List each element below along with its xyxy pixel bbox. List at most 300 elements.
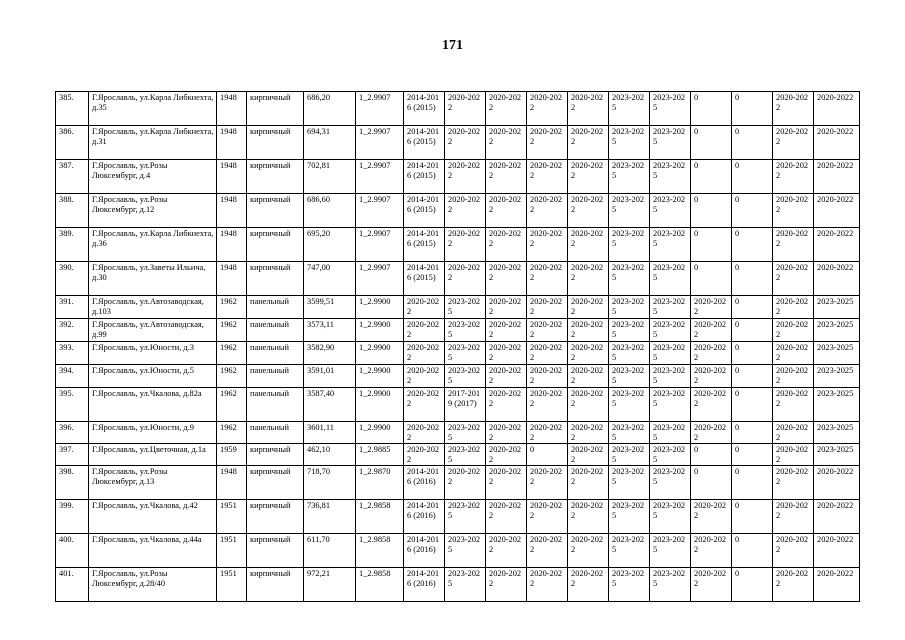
build-year-cell: 1948 xyxy=(217,228,247,262)
code-cell: 1_2.9900 xyxy=(356,365,404,388)
area-cell: 702,81 xyxy=(304,160,356,194)
period-7-cell: 2023-2025 xyxy=(650,365,691,388)
area-cell: 611,70 xyxy=(304,534,356,568)
address-cell: Г.Ярославль, ул.Розы Люксембург, д.13 xyxy=(89,466,217,500)
period-2-cell: 2020-2022 xyxy=(445,262,486,296)
wall-material-cell: кирпичный xyxy=(247,262,304,296)
period-8-cell: 2020-2022 xyxy=(691,500,732,534)
area-cell: 3601,11 xyxy=(304,422,356,444)
address-cell: Г.Ярославль, ул.Автозаводская, д.103 xyxy=(89,296,217,319)
period-1-cell: 2020-2022 xyxy=(404,319,445,342)
table-row xyxy=(56,466,860,500)
period-9-cell: 0 xyxy=(732,534,773,568)
address-cell: Г.Ярославль, ул.Карла Либкнехта, д.36 xyxy=(89,228,217,262)
wall-material-cell: кирпичный xyxy=(247,534,304,568)
period-11-cell: 2023-2025 xyxy=(814,319,860,342)
period-1-cell: 2014-2016 (2015) xyxy=(404,228,445,262)
period-5-cell: 2020-2022 xyxy=(568,365,609,388)
period-10-cell: 2020-2022 xyxy=(773,194,814,228)
table-row xyxy=(56,319,860,342)
period-5-cell: 2020-2022 xyxy=(568,500,609,534)
period-9-cell: 0 xyxy=(732,319,773,342)
build-year-cell: 1948 xyxy=(217,92,247,126)
period-4-cell: 2020-2022 xyxy=(527,500,568,534)
period-6-cell: 2023-2025 xyxy=(609,342,650,365)
row-number-cell: 390. xyxy=(56,262,89,296)
period-3-cell: 2020-2022 xyxy=(486,160,527,194)
period-4-cell: 2020-2022 xyxy=(527,296,568,319)
area-cell: 694,31 xyxy=(304,126,356,160)
table-row xyxy=(56,126,860,160)
table-row xyxy=(56,194,860,228)
address-cell: Г.Ярославль, ул.Чкалова, д.44а xyxy=(89,534,217,568)
row-number-cell: 396. xyxy=(56,422,89,444)
code-cell: 1_2.9870 xyxy=(356,466,404,500)
period-4-cell: 2020-2022 xyxy=(527,388,568,422)
period-5-cell: 2020-2022 xyxy=(568,262,609,296)
period-2-cell: 2017-2019 (2017) xyxy=(445,388,486,422)
row-number-cell: 401. xyxy=(56,568,89,602)
row-number-cell: 400. xyxy=(56,534,89,568)
period-7-cell: 2023-2025 xyxy=(650,194,691,228)
period-6-cell: 2023-2025 xyxy=(609,160,650,194)
table-row xyxy=(56,160,860,194)
period-11-cell: 2020-2022 xyxy=(814,92,860,126)
area-cell: 462,10 xyxy=(304,444,356,466)
table-row xyxy=(56,422,860,444)
area-cell: 686,60 xyxy=(304,194,356,228)
period-8-cell: 2020-2022 xyxy=(691,568,732,602)
period-6-cell: 2023-2025 xyxy=(609,296,650,319)
period-10-cell: 2020-2022 xyxy=(773,444,814,466)
period-4-cell: 2020-2022 xyxy=(527,319,568,342)
period-4-cell: 2020-2022 xyxy=(527,342,568,365)
period-6-cell: 2023-2025 xyxy=(609,126,650,160)
period-10-cell: 2020-2022 xyxy=(773,296,814,319)
period-1-cell: 2020-2022 xyxy=(404,296,445,319)
period-5-cell: 2020-2022 xyxy=(568,388,609,422)
period-4-cell: 2020-2022 xyxy=(527,126,568,160)
period-2-cell: 2023-2025 xyxy=(445,342,486,365)
wall-material-cell: панельный xyxy=(247,296,304,319)
address-cell: Г.Ярославль, ул.Цветочная, д.1а xyxy=(89,444,217,466)
period-5-cell: 2020-2022 xyxy=(568,92,609,126)
build-year-cell: 1962 xyxy=(217,365,247,388)
row-number-cell: 397. xyxy=(56,444,89,466)
period-11-cell: 2020-2022 xyxy=(814,534,860,568)
period-8-cell: 0 xyxy=(691,194,732,228)
address-cell: Г.Ярославль, ул.Чкалова, д.42 xyxy=(89,500,217,534)
code-cell: 1_2.9900 xyxy=(356,422,404,444)
row-number-cell: 398. xyxy=(56,466,89,500)
period-8-cell: 0 xyxy=(691,126,732,160)
table-row xyxy=(56,500,860,534)
period-1-cell: 2014-2016 (2015) xyxy=(404,262,445,296)
period-11-cell: 2020-2022 xyxy=(814,568,860,602)
period-10-cell: 2020-2022 xyxy=(773,262,814,296)
period-11-cell: 2023-2025 xyxy=(814,342,860,365)
period-6-cell: 2023-2025 xyxy=(609,365,650,388)
period-7-cell: 2023-2025 xyxy=(650,342,691,365)
address-cell: Г.Ярославль, ул.Чкалова, д.82а xyxy=(89,388,217,422)
build-year-cell: 1962 xyxy=(217,296,247,319)
period-10-cell: 2020-2022 xyxy=(773,534,814,568)
period-9-cell: 0 xyxy=(732,365,773,388)
build-year-cell: 1948 xyxy=(217,262,247,296)
wall-material-cell: кирпичный xyxy=(247,92,304,126)
period-3-cell: 2020-2022 xyxy=(486,319,527,342)
area-cell: 3582,90 xyxy=(304,342,356,365)
period-7-cell: 2023-2025 xyxy=(650,228,691,262)
period-2-cell: 2020-2022 xyxy=(445,228,486,262)
period-3-cell: 2020-2022 xyxy=(486,534,527,568)
wall-material-cell: панельный xyxy=(247,422,304,444)
period-7-cell: 2023-2025 xyxy=(650,262,691,296)
wall-material-cell: панельный xyxy=(247,365,304,388)
code-cell: 1_2.9858 xyxy=(356,534,404,568)
period-8-cell: 2020-2022 xyxy=(691,342,732,365)
period-8-cell: 2020-2022 xyxy=(691,388,732,422)
period-8-cell: 0 xyxy=(691,466,732,500)
period-7-cell: 2023-2025 xyxy=(650,319,691,342)
period-1-cell: 2014-2016 (2015) xyxy=(404,92,445,126)
period-9-cell: 0 xyxy=(732,466,773,500)
row-number-cell: 395. xyxy=(56,388,89,422)
period-5-cell: 2020-2022 xyxy=(568,160,609,194)
period-8-cell: 0 xyxy=(691,262,732,296)
period-7-cell: 2023-2025 xyxy=(650,466,691,500)
area-cell: 686,20 xyxy=(304,92,356,126)
code-cell: 1_2.9907 xyxy=(356,92,404,126)
area-cell: 972,21 xyxy=(304,568,356,602)
period-3-cell: 2020-2022 xyxy=(486,262,527,296)
table-row xyxy=(56,568,860,602)
address-cell: Г.Ярославль, ул.Карла Либкнехта, д.35 xyxy=(89,92,217,126)
period-2-cell: 2023-2025 xyxy=(445,422,486,444)
period-2-cell: 2023-2025 xyxy=(445,500,486,534)
address-cell: Г.Ярославль, ул.Карла Либкнехта, д.31 xyxy=(89,126,217,160)
area-cell: 718,70 xyxy=(304,466,356,500)
period-2-cell: 2020-2022 xyxy=(445,194,486,228)
period-9-cell: 0 xyxy=(732,568,773,602)
build-year-cell: 1948 xyxy=(217,126,247,160)
table-row xyxy=(56,262,860,296)
code-cell: 1_2.9907 xyxy=(356,228,404,262)
build-year-cell: 1959 xyxy=(217,444,247,466)
period-9-cell: 0 xyxy=(732,92,773,126)
period-11-cell: 2020-2022 xyxy=(814,160,860,194)
period-4-cell: 2020-2022 xyxy=(527,262,568,296)
period-3-cell: 2020-2022 xyxy=(486,228,527,262)
table-row xyxy=(56,342,860,365)
period-9-cell: 0 xyxy=(732,228,773,262)
period-6-cell: 2023-2025 xyxy=(609,92,650,126)
period-9-cell: 0 xyxy=(732,262,773,296)
period-11-cell: 2023-2025 xyxy=(814,296,860,319)
period-8-cell: 2020-2022 xyxy=(691,534,732,568)
period-5-cell: 2020-2022 xyxy=(568,444,609,466)
period-4-cell: 2020-2022 xyxy=(527,160,568,194)
build-year-cell: 1962 xyxy=(217,388,247,422)
period-10-cell: 2020-2022 xyxy=(773,466,814,500)
code-cell: 1_2.9900 xyxy=(356,319,404,342)
period-11-cell: 2020-2022 xyxy=(814,500,860,534)
code-cell: 1_2.9907 xyxy=(356,126,404,160)
table-row xyxy=(56,92,860,126)
period-1-cell: 2020-2022 xyxy=(404,422,445,444)
period-1-cell: 2020-2022 xyxy=(404,365,445,388)
period-6-cell: 2023-2025 xyxy=(609,228,650,262)
period-2-cell: 2023-2025 xyxy=(445,296,486,319)
period-9-cell: 0 xyxy=(732,160,773,194)
period-10-cell: 2020-2022 xyxy=(773,422,814,444)
period-4-cell: 2020-2022 xyxy=(527,568,568,602)
period-2-cell: 2020-2022 xyxy=(445,160,486,194)
table-row xyxy=(56,365,860,388)
area-cell: 695,20 xyxy=(304,228,356,262)
period-11-cell: 2023-2025 xyxy=(814,388,860,422)
address-cell: Г.Ярославль, ул.Автозаводская, д.99 xyxy=(89,319,217,342)
period-8-cell: 0 xyxy=(691,160,732,194)
wall-material-cell: кирпичный xyxy=(247,444,304,466)
period-2-cell: 2023-2025 xyxy=(445,534,486,568)
period-3-cell: 2020-2022 xyxy=(486,388,527,422)
period-6-cell: 2023-2025 xyxy=(609,466,650,500)
period-6-cell: 2023-2025 xyxy=(609,500,650,534)
period-1-cell: 2014-2016 (2016) xyxy=(404,500,445,534)
period-2-cell: 2023-2025 xyxy=(445,319,486,342)
period-7-cell: 2023-2025 xyxy=(650,92,691,126)
code-cell: 1_2.9907 xyxy=(356,160,404,194)
period-2-cell: 2020-2022 xyxy=(445,466,486,500)
period-8-cell: 2020-2022 xyxy=(691,365,732,388)
build-year-cell: 1951 xyxy=(217,568,247,602)
period-11-cell: 2023-2025 xyxy=(814,422,860,444)
period-6-cell: 2023-2025 xyxy=(609,568,650,602)
period-11-cell: 2020-2022 xyxy=(814,466,860,500)
period-1-cell: 2020-2022 xyxy=(404,388,445,422)
address-cell: Г.Ярославль, ул.Юности, д.5 xyxy=(89,365,217,388)
period-5-cell: 2020-2022 xyxy=(568,126,609,160)
period-10-cell: 2020-2022 xyxy=(773,228,814,262)
code-cell: 1_2.9907 xyxy=(356,262,404,296)
code-cell: 1_2.9907 xyxy=(356,194,404,228)
wall-material-cell: кирпичный xyxy=(247,160,304,194)
period-4-cell: 2020-2022 xyxy=(527,466,568,500)
build-year-cell: 1948 xyxy=(217,160,247,194)
period-10-cell: 2020-2022 xyxy=(773,365,814,388)
period-6-cell: 2023-2025 xyxy=(609,319,650,342)
period-9-cell: 0 xyxy=(732,126,773,160)
wall-material-cell: панельный xyxy=(247,319,304,342)
table-row xyxy=(56,534,860,568)
period-4-cell: 2020-2022 xyxy=(527,194,568,228)
period-10-cell: 2020-2022 xyxy=(773,500,814,534)
period-11-cell: 2020-2022 xyxy=(814,126,860,160)
period-2-cell: 2023-2025 xyxy=(445,568,486,602)
code-cell: 1_2.9885 xyxy=(356,444,404,466)
period-5-cell: 2020-2022 xyxy=(568,228,609,262)
period-11-cell: 2020-2022 xyxy=(814,262,860,296)
period-10-cell: 2020-2022 xyxy=(773,319,814,342)
period-2-cell: 2020-2022 xyxy=(445,126,486,160)
code-cell: 1_2.9900 xyxy=(356,342,404,365)
row-number-cell: 394. xyxy=(56,365,89,388)
row-number-cell: 388. xyxy=(56,194,89,228)
period-11-cell: 2020-2022 xyxy=(814,228,860,262)
period-4-cell: 2020-2022 xyxy=(527,228,568,262)
table-row xyxy=(56,388,860,422)
row-number-cell: 392. xyxy=(56,319,89,342)
wall-material-cell: кирпичный xyxy=(247,568,304,602)
address-cell: Г.Ярославль, ул.Розы Люксембург, д.28/40 xyxy=(89,568,217,602)
housing-table xyxy=(55,91,860,602)
row-number-cell: 387. xyxy=(56,160,89,194)
period-6-cell: 2023-2025 xyxy=(609,534,650,568)
wall-material-cell: кирпичный xyxy=(247,466,304,500)
period-3-cell: 2020-2022 xyxy=(486,422,527,444)
period-5-cell: 2020-2022 xyxy=(568,194,609,228)
period-7-cell: 2023-2025 xyxy=(650,388,691,422)
period-1-cell: 2020-2022 xyxy=(404,342,445,365)
period-5-cell: 2020-2022 xyxy=(568,534,609,568)
period-7-cell: 2023-2025 xyxy=(650,160,691,194)
period-5-cell: 2020-2022 xyxy=(568,342,609,365)
period-9-cell: 0 xyxy=(732,444,773,466)
period-9-cell: 0 xyxy=(732,500,773,534)
address-cell: Г.Ярославль, ул.Юности, д.9 xyxy=(89,422,217,444)
code-cell: 1_2.9900 xyxy=(356,388,404,422)
build-year-cell: 1962 xyxy=(217,319,247,342)
period-1-cell: 2014-2016 (2015) xyxy=(404,126,445,160)
wall-material-cell: кирпичный xyxy=(247,194,304,228)
period-4-cell: 0 xyxy=(527,444,568,466)
build-year-cell: 1948 xyxy=(217,194,247,228)
period-1-cell: 2014-2016 (2015) xyxy=(404,194,445,228)
wall-material-cell: кирпичный xyxy=(247,500,304,534)
period-6-cell: 2023-2025 xyxy=(609,444,650,466)
area-cell: 747,00 xyxy=(304,262,356,296)
period-10-cell: 2020-2022 xyxy=(773,568,814,602)
period-8-cell: 0 xyxy=(691,444,732,466)
period-2-cell: 2023-2025 xyxy=(445,444,486,466)
row-number-cell: 385. xyxy=(56,92,89,126)
period-10-cell: 2020-2022 xyxy=(773,126,814,160)
area-cell: 3587,40 xyxy=(304,388,356,422)
period-7-cell: 2023-2025 xyxy=(650,534,691,568)
build-year-cell: 1962 xyxy=(217,422,247,444)
period-6-cell: 2023-2025 xyxy=(609,388,650,422)
period-3-cell: 2020-2022 xyxy=(486,568,527,602)
row-number-cell: 391. xyxy=(56,296,89,319)
area-cell: 3573,11 xyxy=(304,319,356,342)
code-cell: 1_2.9858 xyxy=(356,500,404,534)
period-9-cell: 0 xyxy=(732,422,773,444)
period-1-cell: 2014-2016 (2015) xyxy=(404,160,445,194)
period-9-cell: 0 xyxy=(732,342,773,365)
period-10-cell: 2020-2022 xyxy=(773,92,814,126)
area-cell: 736,81 xyxy=(304,500,356,534)
period-5-cell: 2020-2022 xyxy=(568,422,609,444)
period-10-cell: 2020-2022 xyxy=(773,160,814,194)
period-8-cell: 0 xyxy=(691,92,732,126)
period-8-cell: 2020-2022 xyxy=(691,319,732,342)
row-number-cell: 389. xyxy=(56,228,89,262)
period-9-cell: 0 xyxy=(732,296,773,319)
period-9-cell: 0 xyxy=(732,388,773,422)
table-row xyxy=(56,228,860,262)
wall-material-cell: панельный xyxy=(247,388,304,422)
period-2-cell: 2020-2022 xyxy=(445,92,486,126)
period-3-cell: 2020-2022 xyxy=(486,92,527,126)
table-row xyxy=(56,296,860,319)
table-row xyxy=(56,444,860,466)
period-5-cell: 2020-2022 xyxy=(568,319,609,342)
area-cell: 3599,51 xyxy=(304,296,356,319)
period-11-cell: 2023-2025 xyxy=(814,444,860,466)
period-3-cell: 2020-2022 xyxy=(486,126,527,160)
period-3-cell: 2020-2022 xyxy=(486,365,527,388)
period-5-cell: 2020-2022 xyxy=(568,296,609,319)
period-8-cell: 2020-2022 xyxy=(691,422,732,444)
period-7-cell: 2023-2025 xyxy=(650,126,691,160)
period-7-cell: 2023-2025 xyxy=(650,444,691,466)
address-cell: Г.Ярославль, ул.Юности, д.3 xyxy=(89,342,217,365)
address-cell: Г.Ярославль, ул.Розы Люксембург, д.12 xyxy=(89,194,217,228)
wall-material-cell: кирпичный xyxy=(247,126,304,160)
period-6-cell: 2023-2025 xyxy=(609,262,650,296)
period-11-cell: 2020-2022 xyxy=(814,194,860,228)
row-number-cell: 399. xyxy=(56,500,89,534)
build-year-cell: 1951 xyxy=(217,534,247,568)
wall-material-cell: панельный xyxy=(247,342,304,365)
period-8-cell: 0 xyxy=(691,228,732,262)
period-3-cell: 2020-2022 xyxy=(486,466,527,500)
period-3-cell: 2020-2022 xyxy=(486,500,527,534)
period-1-cell: 2014-2016 (2016) xyxy=(404,568,445,602)
area-cell: 3591,01 xyxy=(304,365,356,388)
period-3-cell: 2020-2022 xyxy=(486,296,527,319)
period-11-cell: 2023-2025 xyxy=(814,365,860,388)
period-4-cell: 2020-2022 xyxy=(527,422,568,444)
code-cell: 1_2.9858 xyxy=(356,568,404,602)
address-cell: Г.Ярославль, ул.Розы Люксембург, д.4 xyxy=(89,160,217,194)
code-cell: 1_2.9900 xyxy=(356,296,404,319)
period-7-cell: 2023-2025 xyxy=(650,296,691,319)
address-cell: Г.Ярославль, ул.Заветы Ильича, д.30 xyxy=(89,262,217,296)
period-1-cell: 2014-2016 (2016) xyxy=(404,466,445,500)
period-5-cell: 2020-2022 xyxy=(568,568,609,602)
period-1-cell: 2020-2022 xyxy=(404,444,445,466)
period-4-cell: 2020-2022 xyxy=(527,92,568,126)
period-10-cell: 2020-2022 xyxy=(773,388,814,422)
period-10-cell: 2020-2022 xyxy=(773,342,814,365)
build-year-cell: 1951 xyxy=(217,500,247,534)
period-7-cell: 2023-2025 xyxy=(650,568,691,602)
period-9-cell: 0 xyxy=(732,194,773,228)
period-7-cell: 2023-2025 xyxy=(650,500,691,534)
wall-material-cell: кирпичный xyxy=(247,228,304,262)
row-number-cell: 393. xyxy=(56,342,89,365)
period-5-cell: 2020-2022 xyxy=(568,466,609,500)
period-8-cell: 2020-2022 xyxy=(691,296,732,319)
page-number: 171 xyxy=(442,38,463,53)
period-2-cell: 2023-2025 xyxy=(445,365,486,388)
row-number-cell: 386. xyxy=(56,126,89,160)
period-4-cell: 2020-2022 xyxy=(527,365,568,388)
period-7-cell: 2023-2025 xyxy=(650,422,691,444)
period-3-cell: 2020-2022 xyxy=(486,342,527,365)
